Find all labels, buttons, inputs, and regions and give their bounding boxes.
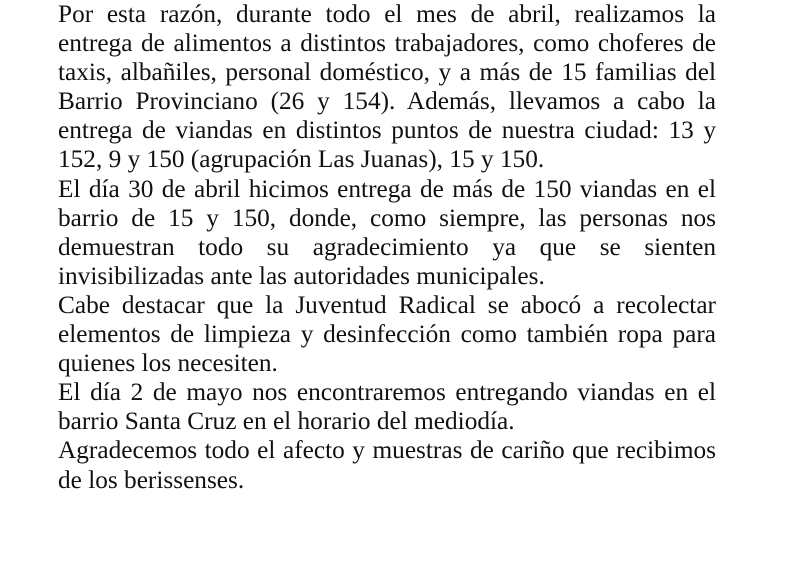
paragraph-juventud-radical: Cabe destacar que la Juventud Radical se abocó a recolectar elementos de limpieza y desinfección como también ropa para quienes los necesiten. <box>58 290 716 378</box>
paragraph-may-2: El día 2 de mayo nos encontraremos entregando viandas en el barrio Santa Cruz en el horario del mediodía. <box>58 378 716 436</box>
paragraph-april-deliveries: Por esta razón, durante todo el mes de abril, realizamos la entrega de alimentos a distintos trabajadores, como choferes de taxis, albañiles, personal doméstico, y a más de 15 familias del Barrio Provinciano (26 y 154). Además, llevamos a cabo la entrega de viandas en distintos puntos de nuestra ciudad: 13 y 152, 9 y 150 (agrupación Las Juanas), 15 y 150. <box>58 0 716 174</box>
paragraph-april-30: El día 30 de abril hicimos entrega de más de 150 viandas en el barrio de 15 y 150, donde, como siempre, las personas nos demuestran todo su agradecimiento ya que se sienten invisibilizadas ante las autoridades municipales. <box>58 174 716 290</box>
paragraph-thanks: Agradecemos todo el afecto y muestras de cariño que recibimos de los berissenses. <box>58 436 716 494</box>
document-body <box>58 0 716 495</box>
